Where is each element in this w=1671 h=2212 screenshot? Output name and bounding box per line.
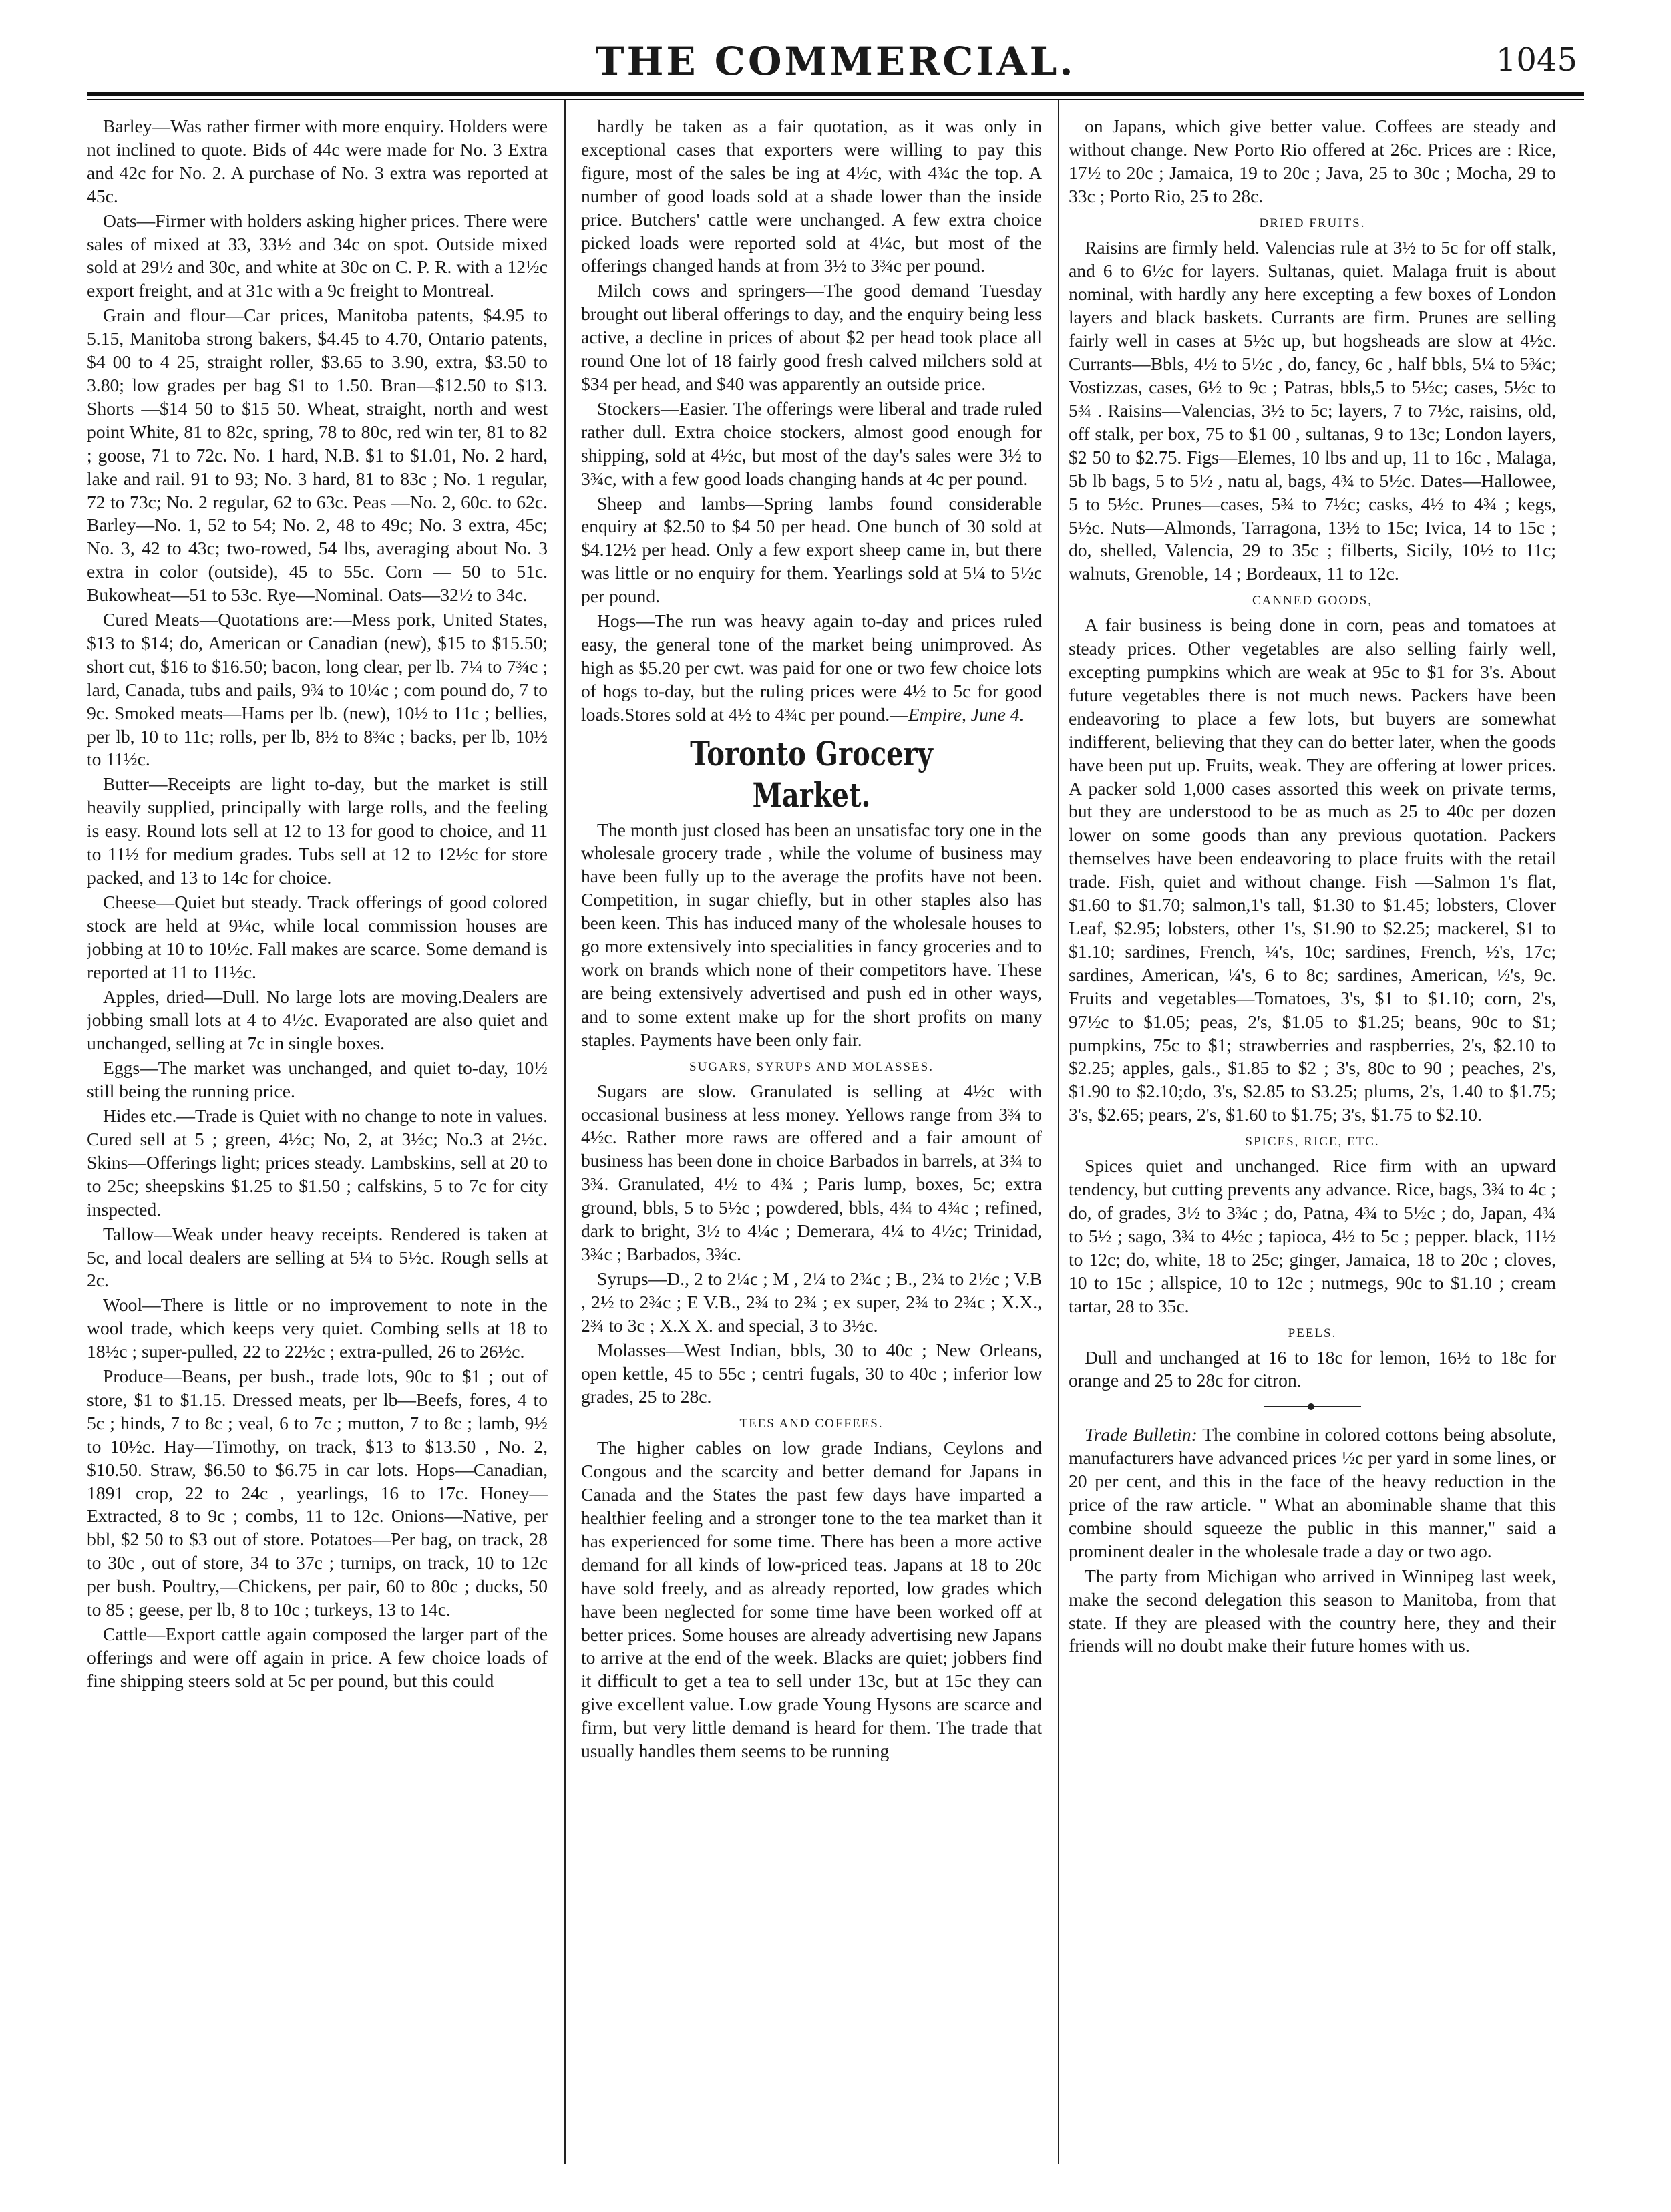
paragraph-text: The combine in colored cottons being absolute, manufacturers have advanced prices ½c per yard in some lines, or 20 per cent, and this in the face of the heavy reduction in the price of the raw article. " What an abominable shame that this combine should squeeze the public in this manner," said a prominent dealer in the wholesale trade a day or two ago. <box>1069 1424 1556 1561</box>
article-paragraph: Syrups—D., 2 to 2¼c ; M , 2¼ to 2¾c ; B., 2¾ to 2½c ; V.B , 2½ to 2¾c ; E V.B., 2¾ to 2¾ ; ex super, 2¾ to 2¾c ; X.X., 2¾ to 3c ; X.X X. and special, 3 to 3½c. <box>581 1268 1042 1336</box>
article-paragraph: hardly be taken as a fair quotation, as it was only in exceptional cases that exporters were willing to pay this figure, most of the sales be ing at 4½c, with 4¾c the top. A number of good loads sold at a shade lower than the inside price. Butchers' cattle were unchanged. A few extra choice picked loads were reported sold at 4¼c, but most of the offerings changed hands at from 3½ to 3¾c per pound. <box>581 116 1042 276</box>
section-subhead: TEES AND COFFEES. <box>739 1417 884 1431</box>
article-paragraph: Barley—Was rather firmer with more enquiry. Holders were not inclined to quote. Bids of 44c were made for No. 3 Extra and 42c for No. 2. A purchase of No. 3 extra was reported at 45c. <box>87 116 548 206</box>
article-paragraph <box>581 610 1042 727</box>
article-paragraph: on Japans, which give better value. Coffees are steady and without change. New Porto Rio offered at 26c. Prices are : Rice, 17½ to 20c ; Jamaica, 19 to 20c ; Java, 25 to 30c ; Mocha, 29 to 33c ; Porto Rio, 25 to 28c. <box>1069 116 1556 206</box>
column-divider <box>564 100 566 2164</box>
source-credit: Empire, June 4. <box>908 703 1025 725</box>
section-subhead: SPICES, RICE, ETC. <box>1245 1135 1380 1149</box>
column-1 <box>87 115 548 2159</box>
header-rule <box>87 92 1584 100</box>
article-paragraph <box>1069 1423 1556 1563</box>
page-number: 1045 <box>1495 41 1577 79</box>
article-paragraph: Spices quiet and unchanged. Rice firm with an upward tendency, but cutting prevents any advance. Rice, bags, 3¾ to 4c ; do, of grades, 3½ to 3¾c ; do, Patna, 4¾ to 5½c ; do, Japan, 4¾ to 5½ ; sago, 3¾ to 4½c ; tapioca, 4½ to 5c ; pepper. black, 11½ to 12c; do, white, 18 to 25c; ginger, Jamaica, 18 to 20c ; cloves, 10 to 15c ; allspice, 10 to 12c ; nutmegs, 90c to $1.10 ; cream tartar, 28 to 35c. <box>1069 1155 1556 1316</box>
ornamental-divider <box>1069 1403 1556 1410</box>
article-paragraph: Produce—Beans, per bush., trade lots, 90c to $1 ; out of store, $1 to $1.15. Dressed meats, per lb—Beefs, fores, 4 to 5c ; hinds, 7 to 8c ; veal, 6 to 7c ; mutton, 7 to 8c ; lamb, 9½ to 10½c. Hay—Timothy, on track, $13 to $13.50 , No. 2, $10.50. Straw, $6.50 to $6.75 in car lots. Hops—Canadian, 1891 crop, 22 to 24c , yearlings, 16 to 17c. Honey—Extracted, 8 to 9c ; combs, 11 to 12c. Onions—Native, per bbl, $2 50 to $3 out of store. Potatoes—Per bag, on track, 28 to 30c , out of store, 34 to 37c ; turnips, on track, 10 to 12c per bush. Poultry,—Chickens, per pair, 60 to 80c ; ducks, 50 to 85 ; geese, per lb, 8 to 10c ; turkeys, 13 to 14c. <box>87 1366 548 1620</box>
article-paragraph: Milch cows and springers—The good demand Tuesday brought out liberal offerings to day, and the enquiry being less active, a decline in prices of about $2 per head took place all round One lot of 18 fairly good fresh calved milchers sold at $34 per head, and $40 was apparently an outside price. <box>581 280 1042 394</box>
article-paragraph: Dull and unchanged at 16 to 18c for lemon, 16½ to 18c for orange and 25 to 28c for citron. <box>1069 1346 1556 1391</box>
article-paragraph: Cattle—Export cattle again composed the larger part of the offerings and were off again in price. A few choice loads of fine shipping steers sold at 5c per pound, but this could <box>87 1624 548 1691</box>
article-paragraph: Eggs—The market was unchanged, and quiet to-day, 10½ still being the running price. <box>87 1057 548 1102</box>
article-paragraph: Molasses—West Indian, bbls, 30 to 40c ; New Orleans, open kettle, 45 to 55c ; centri fugals, 30 to 40c ; inferior low grades, 25 to 28c. <box>581 1339 1042 1407</box>
article-paragraph: Tallow—Weak under heavy receipts. Rendered is taken at 5c, and local dealers are selling at 5¼ to 5½c. Rough sells at 2c. <box>87 1223 548 1291</box>
bulletin-lead: Trade Bulletin: <box>1085 1424 1197 1445</box>
section-subhead: DRIED FRUITS. <box>1259 216 1366 230</box>
article-paragraph: The party from Michigan who arrived in Winnipeg last week, make the second delegation this season to Manitoba, from that state. If they are pleased with the country here, they and their friends will no doubt make their future homes with us. <box>1069 1565 1556 1656</box>
section-subhead: CANNED GOODS, <box>1252 594 1373 608</box>
article-paragraph: Apples, dried—Dull. No large lots are moving.Dealers are jobbing small lots at 4 to 4½c. Evaporated are also quiet and unchanged, selling at 7c in single boxes. <box>87 986 548 1054</box>
article-paragraph: Raisins are firmly held. Valencias rule at 3½ to 5c for off stalk, and 6 to 6½c for layers. Sultanas, quiet. Malaga fruit is about nominal, with hardly any here excepting a few boxes of London layers and black baskets. Currants are firm. Prunes are selling fairly well in cases at 5½c up, but hogsheads are slow at 4½c. Currants—Bbls, 4½ to 5½c , do, fancy, 6c , half bbls, 5¼ to 5¾c; Vostizzas, cases, 6½ to 9c ; Patras, bbls,5 to 5½c; cases, 5½c to 5¾ . Raisins—Valencias, 3½ to 5c; layers, 7 to 7½c, raisins, old, off stalk, per box, 75 to $1 00 , sultanas, 9 to 13c; London layers, $2 50 to $2.75. Figs—Elemes, 10 lbs and up, 11 to 16c , Malaga, 5b lb bags, 5 to 5½ , natu al, bags, 4¾ to 5½c. Dates—Hallowee, 5 to 5½c. Prunes—cases, 5¾ to 7½c; casks, 4½ to 4¾ ; kegs, 5½c. Nuts—Almonds, Tarragona, 13½ to 15c; Ivica, 14 to 15c ; do, shelled, Valencia, 29 to 35c ; filberts, Sicily, 10½ to 11c; walnuts, Grenoble, 14 ; Bordeaux, 11 to 12c. <box>1069 236 1556 584</box>
article-paragraph: A fair business is being done in corn, peas and tomatoes at steady prices. Other vegetables are also selling fairly well, excepting pumpkins which are weak at 95c to $1 for 3's. About future vegetables there is not much news. Packers have been endeavoring to place a few lots, but buyers are somewhat indifferent, believing that they can do better later, when the goods have been put up. Fruits, weak. They are offering at lower prices. A packer sold 1,000 cases assorted this week on private terms, but they are understood to be as much as 25 to 40c per dozen lower on some goods than any previous quotation. Packers themselves have been endeavoring to place fruits with the retail trade. Fish, quiet and without change. Fish —Salmon 1's flat, $1.60 to $1.70; salmon,1's tall, $1.30 to $1.45; lobsters, Clover Leaf, $2.95; lobsters, other 1's, $1.90 to $2.25; mackerel, $1 to $1.10; sardines, French, ¼'s, 10c; sardines, French, ½'s, 17c; sardines, American, ¼'s, 6 to 8c; sardines, American, ½'s, 9c. Fruits and vegetables—Tomatoes, 3's, $1 to $1.10; corn, 2's, 97½c to $1.05; peas, 2's, $1.05 to $1.25; beans, 90c to $1; pumpkins, 75c to $1; strawberries and raspberries, 2's, $2.10 to $2.25; apples, gals., $1.85 to $2 ; 3's, 80c to 90 ; peaches, 2's, $1.90 to $2.10;do, 3's, $2.85 to $3.25; plums, 2's, 1.40 to $1.75; 3's, $2.65; pears, 2's, $1.60 to $1.75; 3's, $1.75 to $2.10. <box>1069 614 1556 1125</box>
masthead <box>94 39 1577 85</box>
article-paragraph: Stockers—Easier. The offerings were liberal and trade ruled rather dull. Extra choice stockers, almost good enough for shipping, sold at 4½c, but most of the day's sales were 3½ to 3¾c, with a few good loads changing hands at 4c per pound. <box>581 397 1042 489</box>
article-paragraph: Oats—Firmer with holders asking higher prices. There were sales of mixed at 33, 33½ and 34c on spot. Outside mixed sold at 29½ and 30c, and white at 30c on C. P. R. with a 12½c export freight, and at 31c with a 9c freight to Montreal. <box>87 210 548 301</box>
article-paragraph: Wool—There is little or no improvement to note in the wool trade, which keeps very quiet. Combing sells at 18 to 18½c ; super-pulled, 22 to 22½c ; extra-pulled, 26 to 26½c. <box>87 1294 548 1362</box>
column-3 <box>1069 115 1556 2159</box>
page-title: THE COMMERCIAL. <box>595 39 1076 84</box>
article-paragraph: Grain and flour—Car prices, Manitoba patents, $4.95 to 5.15, Manitoba strong bakers, $4.45 to 4.70, Ontario patents, $4 00 to 4 25, straight roller, $3.65 to 3.90, extra, $3.50 to 3.80; low grades per bag $1 to 1.50. Bran—$12.50 to $13. Shorts —$14 50 to $15 50. Wheat, straight, north and west point White, 81 to 82c, spring, 78 to 80c, red win ter, 81 to 82 ; goose, 71 to 72c. No. 1 hard, N.B. $1 to $1.01, No. 2 hard, lake and rail. 91 to 93; No. 3 hard, 81 to 83c ; No. 1 regular, 72 to 73c; No. 2 regular, 62 to 63c. Peas —No. 2, 60c. to 62c. Barley—No. 1, 52 to 54; No. 2, 48 to 49c; No. 3 extra, 45c; No. 3, 42 to 43c; two-rowed, 54 lbs, averaging about No. 3 extra in color (outside), 45 to 55c. Corn — 50 to 51c. Bukowheat—51 to 53c. Rye—Nominal. Oats—32½ to 34c. <box>87 305 548 606</box>
article-paragraph: Cured Meats—Quotations are:—Mess pork, United States, $13 to $14; do, American or Canadian (new), $15 to $15.50; short cut, $16 to $16.50; bacon, long clear, per lb. 7¼ to 7¾c ; lard, Canada, tubs and pails, 9¾ to 10¼c ; com pound do, 7 to 9c. Smoked meats—Hams per lb. (new), 10½ to 11c ; bellies, per lb, 10 to 11c; rolls, per lb, 8½ to 8¾c ; backs, per lb, 10½ to 11½c. <box>87 609 548 770</box>
column-2 <box>581 115 1042 2159</box>
article-headline: Toronto Grocery Market. <box>690 733 933 815</box>
paragraph-text: Hogs—The run was heavy again to-day and prices ruled easy, the general tone of the market being unimproved. As high as $5.20 per cwt. was paid for one or two few choice lots of hogs to-day, but the ruling prices were 4½ to 5c for good loads.Stores sold at 4½ to 4¾c per pound.— <box>581 610 1042 725</box>
article-paragraph: The higher cables on low grade Indians, Ceylons and Congous and the scarcity and better demand for Japans in Canada and the States the past few days have imparted a healthier feeling and a stronger tone to the tea market than it has experienced for some time. There has been a more active demand for all kinds of low-priced teas. Japans at 18 to 20c have sold freely, and as already reported, low grades which have been neglected for some time have been worked off at better prices. Some houses are already advertising new Japans to arrive at the end of the week. Blacks are quiet; jobbers find it difficult to get a tea to sell under 13c, but at 15c they can give excellent value. Low grade Young Hysons are scarce and firm, but very little demand is heard for them. The trade that usually handles them seems to be running <box>581 1437 1042 1762</box>
article-paragraph: The month just closed has been an unsatisfac tory one in the wholesale grocery trade , while the volume of business may have been fully up to the average the profits have not been. Competition, in sugar chiefly, but in other staples also has been keen. This has induced many of the wholesale houses to go more extensively into specialities in fancy groceries and to work on brands which none of their competitors have. These are being extensively advertised and push ed in other ways, and to some extent make up for the short profits on many staples. Payments have been only fair. <box>581 819 1042 1050</box>
article-paragraph: Butter—Receipts are light to-day, but the market is still heavily supplied, principally with large rolls, and the feeling is easy. Round lots sell at 12 to 13 for good to choice, and 11 to 11½ for medium grades. Tubs sell at 12 to 12½c for store packed, and 13 to 14c for choice. <box>87 773 548 888</box>
column-divider <box>1058 100 1059 2164</box>
article-paragraph: Sugars are slow. Granulated is selling at 4½c with occasional business at less money. Yellows range from 3¾ to 4½c. Rather more raws are offered and a fair amount of business has been done in choice Barbados in barrels, at 3¾ to 3¾. Granulated, 4½ to 4¾ ; Paris lump, boxes, 5c; extra ground, bbls, 5 to 5½c ; powdered, bbls, 4¾ to 4¾c ; refined, dark to bright, 3½ to 4¼c ; Demerara, 4¼ to 4½c; Trinidad, 3¾c ; Barbados, 3¾c. <box>581 1080 1042 1264</box>
article-paragraph: Sheep and lambs—Spring lambs found considerable enquiry at $2.50 to $4 50 per head. One bunch of 30 sold at $4.12½ per head. Only a few export sheep came in, but there was little or no enquiry for them. Yearlings sold at 5¼ to 5½c per pound. <box>581 492 1042 607</box>
article-paragraph: Hides etc.—Trade is Quiet with no change to note in values. Cured sell at 5 ; green, 4½c; No, 2, at 3½c; No.3 at 2½c. Skins—Offerings light; prices steady. Lambskins, sell at 20 to to 25c; sheepskins $1.25 to $1.50 ; calfskins, 5 to 7c for city inspected. <box>87 1105 548 1220</box>
section-subhead: PEELS. <box>1288 1326 1337 1340</box>
article-paragraph: Cheese—Quiet but steady. Track offerings of good colored stock are held at 9¼c, while local commission houses are jobbing at 10 to 10½c. Fall makes are scarce. Some demand is reported at 11 to 11½c. <box>87 891 548 982</box>
section-subhead: SUGARS, SYRUPS AND MOLASSES. <box>689 1059 934 1074</box>
